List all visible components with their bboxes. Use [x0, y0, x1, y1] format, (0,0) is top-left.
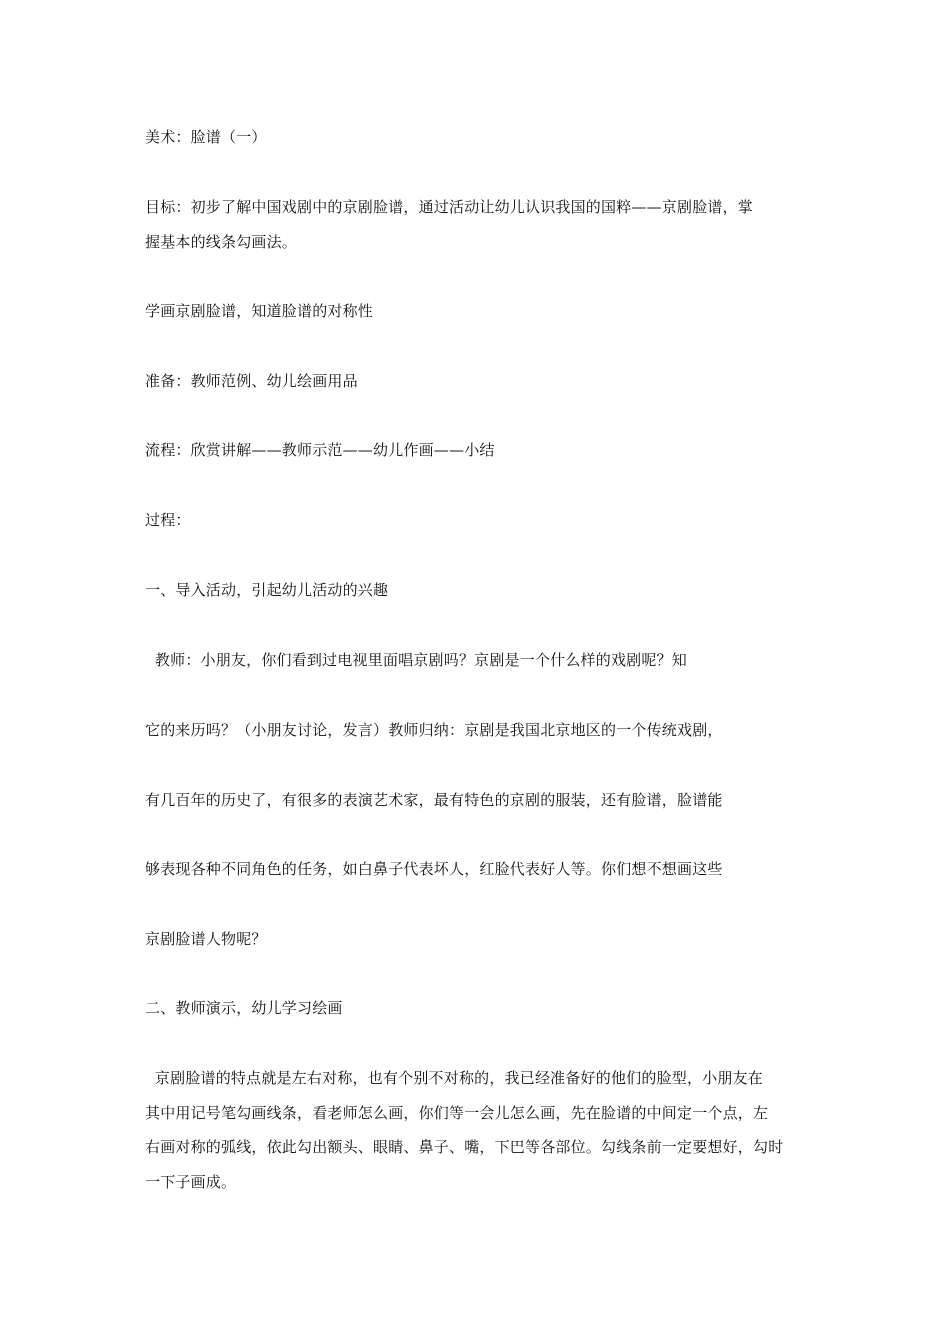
document-title: 美术：脸谱（一） [145, 128, 267, 146]
section-1-paragraph-line: 它的来历吗？（小朋友讨论，发言）教师归纳：京剧是我国北京地区的一个传统戏剧， [145, 721, 723, 739]
goal-line-2: 握基本的线条勾画法。 [145, 233, 298, 251]
section-2-paragraph-line: 一下子画成。 [145, 1173, 237, 1191]
section-1-paragraph-line: 有几百年的历史了，有很多的表演艺术家，最有特色的京剧的服装，还有脸谱，脸谱能 [145, 791, 723, 809]
process-label: 过程： [145, 511, 191, 529]
section-2-paragraph-line: 其中用记号笔勾画线条，看老师怎么画，你们等一会儿怎么画，先在脸谱的中间定一个点，左 [145, 1104, 769, 1122]
aim-line: 学画京剧脸谱，知道脸谱的对称性 [145, 302, 374, 320]
section-1-paragraph-line: 够表现各种不同角色的任务，如白鼻子代表坏人，红脸代表好人等。你们想不想画这些 [145, 860, 723, 878]
section-2-heading: 二、教师演示，幼儿学习绘画 [145, 999, 343, 1017]
section-1-paragraph-line: 教师：小朋友，你们看到过电视里面唱京剧吗？京剧是一个什么样的戏剧呢？知 [145, 651, 687, 669]
section-2-paragraph-line: 京剧脸谱的特点就是左右对称，也有个别不对称的，我已经准备好的他们的脸型，小朋友在 [145, 1069, 763, 1087]
section-1-heading: 一、导入活动，引起幼儿活动的兴趣 [145, 581, 389, 599]
preparation-line: 准备：教师范例、幼儿绘画用品 [145, 372, 358, 390]
flow-line: 流程：欣赏讲解——教师示范——幼儿作画——小结 [145, 441, 495, 459]
goal-line-1: 目标：初步了解中国戏剧中的京剧脸谱，通过活动让幼儿认识我国的国粹——京剧脸谱，掌 [145, 198, 754, 216]
section-2-paragraph-line: 右画对称的弧线，依此勾出额头、眼睛、鼻子、嘴，下巴等各部位。勾线条前一定要想好，勾时 [145, 1138, 784, 1156]
section-1-paragraph-line: 京剧脸谱人物呢？ [145, 930, 267, 948]
